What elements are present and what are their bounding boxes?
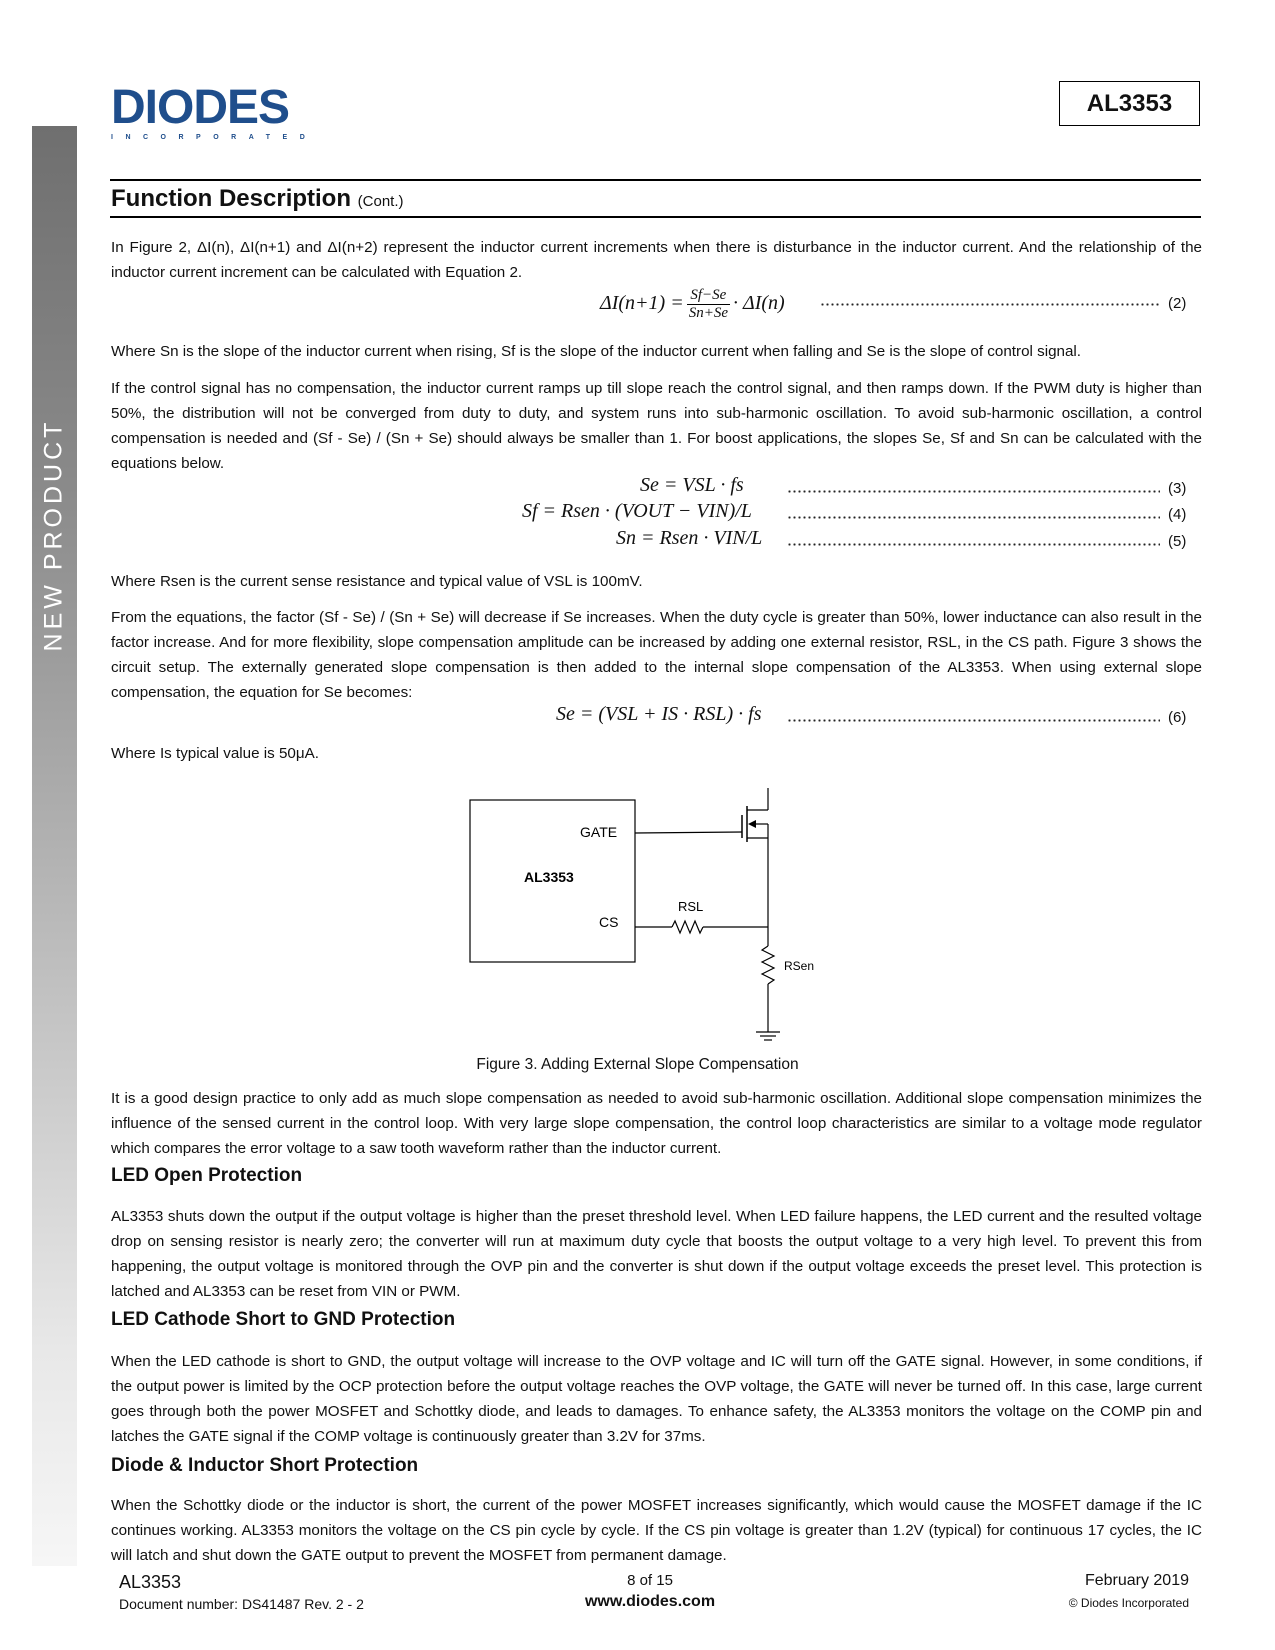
leader-dots — [787, 543, 1160, 546]
paragraph: Where Rsen is the current sense resistance and typical value of VSL is 100mV. — [111, 573, 643, 590]
cs-pin-label: CS — [599, 914, 619, 930]
heading-led-cathode-short: LED Cathode Short to GND Protection — [111, 1309, 456, 1330]
paragraph: It is a good design practice to only add as much slope compensation as needed to avoid sub-harmonic oscillation. Additional slope compensation minimizes the influence of the sensed current in the control loop. With very large slope compensation, the control loop characteristics are similar to a voltage mode regulator which compares the error voltage to a saw tooth waveform rather than the inductor current. — [111, 1090, 1202, 1157]
part-number-box: AL3353 — [1059, 81, 1200, 126]
footer-part: AL3353 — [119, 1572, 182, 1592]
leader-dots — [787, 719, 1160, 722]
equation-5: Sn = Rsen · VIN/L — [616, 527, 763, 549]
equation-number: (5) — [1168, 533, 1187, 550]
equation-number: (4) — [1168, 506, 1187, 523]
paragraph: AL3353 shuts down the output if the output voltage is higher than the preset threshold level. When LED failure happens, the LED current and the resulted voltage drop on sensing resistor is nearly zero; the converter will run at maximum duty cycle that boosts the output voltage to a very high level. To prevent this from happening, the output voltage is monitored through the OVP pin and the converter is shut down if the output voltage exceeds the preset level. This protection is latched and AL3353 can be reset from VIN or PWM. — [111, 1208, 1202, 1300]
rsen-label: RSen — [784, 959, 815, 973]
diodes-logo: DIODES INCORPORATED — [111, 81, 318, 141]
equation-3: Se = VSL · fs — [640, 474, 744, 496]
footer-url[interactable]: www.diodes.com — [584, 1593, 716, 1610]
footer-copyright: © Diodes Incorporated — [1068, 1596, 1189, 1610]
rsen-resistor — [762, 946, 774, 984]
heading-diode-inductor-short: Diode & Inductor Short Protection — [111, 1455, 419, 1476]
equation-number: (2) — [1168, 295, 1187, 312]
section-rule-bottom — [110, 216, 1201, 218]
gate-pin-label: GATE — [580, 824, 618, 840]
paragraph: In Figure 2, ΔI(n), ΔI(n+1) and ΔI(n+2) represent the inductor current increments when there is disturbance in the inductor current. And the relationship of the inductor current increment can be calculated with Equation 2. — [111, 239, 1202, 281]
equation-number: (3) — [1168, 480, 1187, 497]
rsl-resistor — [672, 921, 703, 933]
section-title: Function Description (Cont.) — [111, 185, 404, 212]
paragraph: Where Is typical value is 50μA. — [111, 745, 319, 762]
paragraph: When the Schottky diode or the inductor is short, the current of the power MOSFET increases significantly, which would cause the MOSFET damage if the IC continues working. AL3353 monitors the voltage on the CS pin cycle by cycle. If the CS pin voltage is greater than 1.2V (typical) for continuous 17 cycles, the IC will latch and shut down the GATE output to prevent the MOSFET from permanent damage. — [111, 1497, 1202, 1564]
gate-wire — [635, 832, 742, 833]
leader-dots — [820, 303, 1160, 306]
footer-doc-number: Document number: DS41487 Rev. 2 - 2 — [119, 1596, 364, 1612]
paragraph: When the LED cathode is short to GND, the output voltage will increase to the OVP voltage and IC will turn off the GATE signal. However, in some conditions, if the output power is limited by the OCP protection before the output voltage reaches the OVP voltage, the GATE will never be turned off. In this case, large current goes through both the power MOSFET and Schottky diode, and leads to damages. To enhance safety, the AL3353 monitors the voltage on the COMP pin and latches the GATE signal if the COMP voltage is continuously greater than 3.2V for 37ms. — [111, 1353, 1202, 1445]
ic-label: AL3353 — [524, 869, 574, 885]
section-rule-top — [110, 179, 1201, 181]
mosfet-arrow — [748, 820, 756, 828]
paragraph: From the equations, the factor (Sf - Se) / (Sn + Se) will decrease if Se increases. When the duty cycle is greater than 50%, lower inductance can also result in the factor increase. And for more flexibility, slope compensation amplitude can be increased by adding one external resistor, RSL, in the CS path. Figure 3 shows the circuit setup. The externally generated slope compensation is then added to the internal slope compensation of the AL3353. When using external slope compensation, the equation for Se becomes: — [111, 609, 1202, 701]
leader-dots — [787, 516, 1160, 519]
circuit-diagram — [460, 780, 840, 1050]
paragraph: Where Sn is the slope of the inductor current when rising, Sf is the slope of the inductor current when falling and Se is the slope of control signal. — [111, 343, 1082, 360]
footer-page: 8 of 15 — [627, 1572, 673, 1589]
heading-led-open-protection: LED Open Protection — [111, 1165, 303, 1186]
sidebar-label: NEW PRODUCT — [39, 418, 68, 652]
rsl-label: RSL — [678, 899, 704, 914]
equation-6: Se = (VSL + IS · RSL) · fs — [556, 703, 762, 725]
leader-dots — [787, 490, 1160, 493]
footer-date: February 2019 — [1084, 1572, 1189, 1589]
paragraph: If the control signal has no compensation, the inductor current ramps up till slope reach the control signal, and then ramps down. If the PWM duty is higher than 50%, the distribution will not be converged from duty to duty, and system runs into sub-harmonic oscillation. To avoid sub-harmonic oscillation, a control compensation is needed and (Sf - Se) / (Sn + Se) should always be smaller than 1. For boost applications, the slopes Se, Sf and Sn can be calculated with the equations below. — [111, 380, 1202, 472]
equation-number: (6) — [1168, 709, 1187, 726]
equation-4: Sf = Rsen · (VOUT − VIN)/L — [522, 500, 752, 522]
sidebar-band — [32, 126, 77, 1566]
equation-2: ΔI(n+1) = $\frac{Sf-Se}{Sn+Se}$ · ΔI(n) — [600, 287, 785, 321]
figure-caption: Figure 3. Adding External Slope Compensation — [476, 1056, 799, 1073]
